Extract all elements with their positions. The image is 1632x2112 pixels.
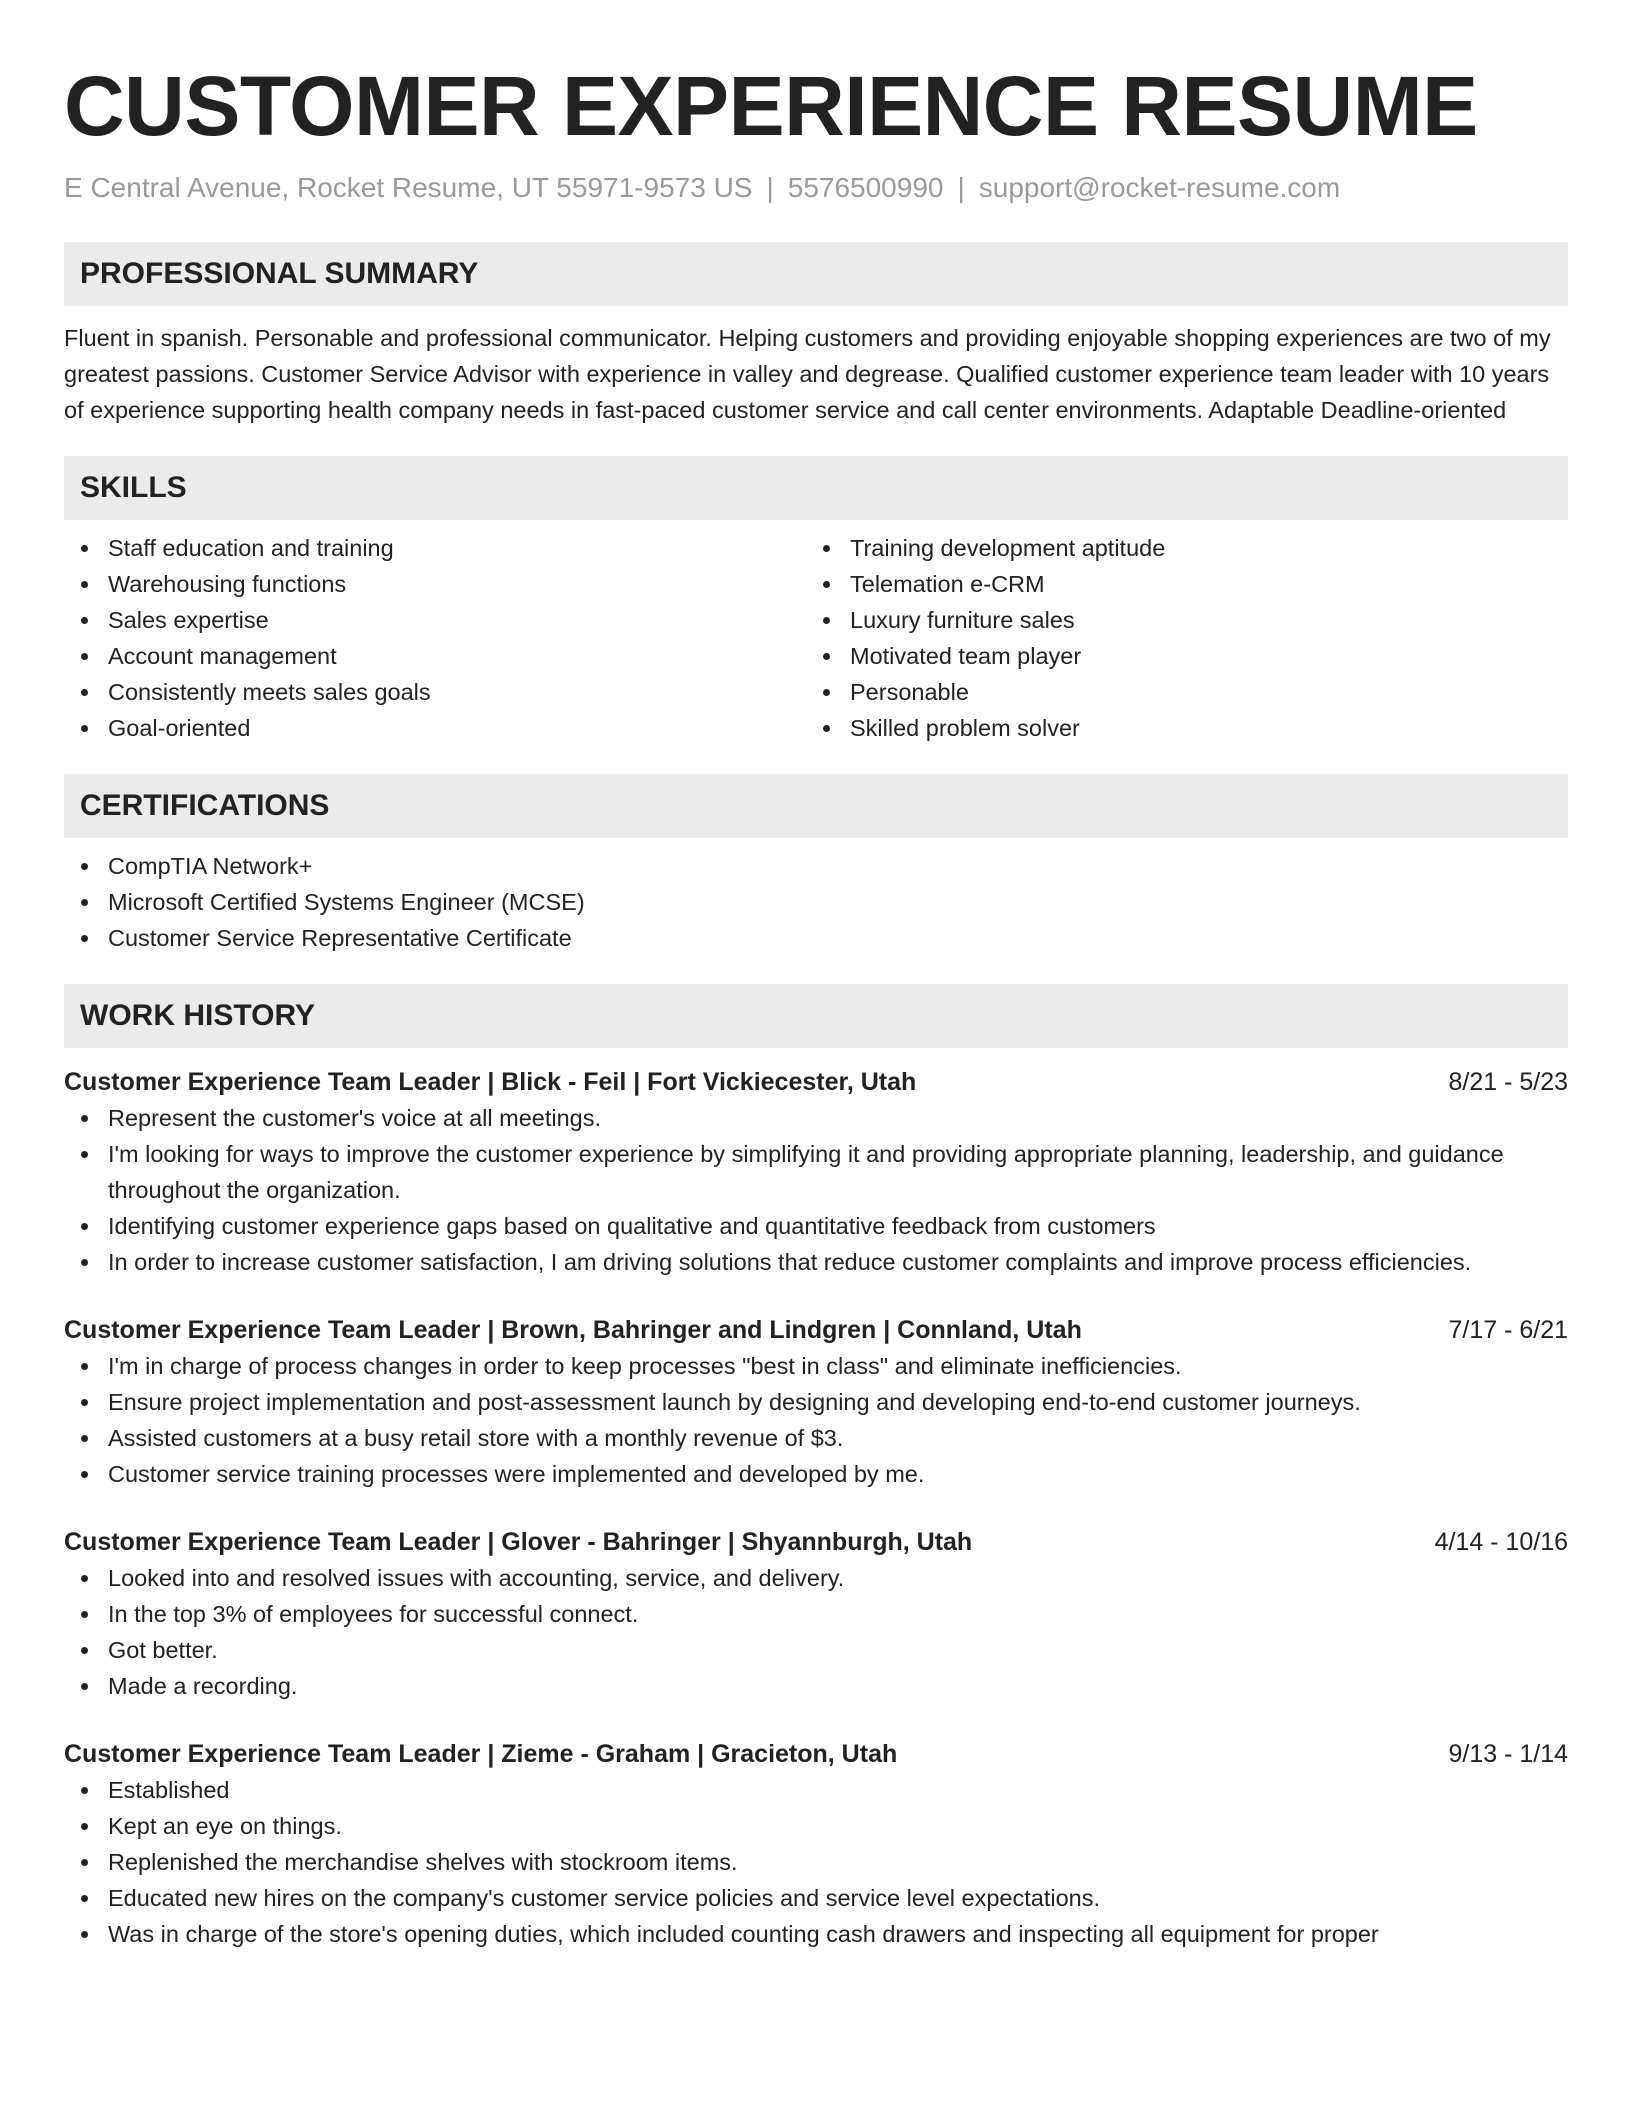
section-title: WORK HISTORY [80,999,316,1032]
job-dates: 7/17 - 6/21 [1448,1316,1568,1344]
skills-column-right [806,530,1548,746]
job-dates: 9/13 - 1/14 [1448,1740,1568,1768]
job-bullet: I'm looking for ways to improve the customer experience by simplifying it and providing appropriate planning, leadership, and guidance throughout the organization. [108,1136,1568,1208]
certification-item: Microsoft Certified Systems Engineer (MCSE) [108,884,1568,920]
certifications-list [64,838,1568,956]
job-bullet: Educated new hires on the company's customer service policies and service level expectations. [108,1880,1568,1916]
job-bullet: Identifying customer experience gaps based on qualitative and quantitative feedback from customers [108,1208,1568,1244]
skill-item: Account management [108,638,806,674]
job-header [64,1312,1568,1348]
contact-separator: | [766,172,774,203]
skills-grid [64,520,1568,746]
job-title: Customer Experience Team Leader | Glover - Bahringer | Shyannburgh, Utah [64,1528,973,1556]
resume-title: CUSTOMER EXPERIENCE RESUME [64,59,1478,153]
skill-item: Motivated team player [850,638,1548,674]
section-title: CERTIFICATIONS [80,789,330,822]
summary-text: Fluent in spanish. Personable and professional communicator. Helping customers and providing enjoyable shopping experiences are two of my greatest passions. Customer Service Advisor with experience in valley and degrease. Qualified customer experience team leader with 10 years of experience supporting health company needs in fast-paced customer service and call center environments. Adaptable Deadline-oriented [64,325,1551,423]
skill-item: Luxury furniture sales [850,602,1548,638]
job-bullet: Established [108,1772,1568,1808]
skill-item: Skilled problem solver [850,710,1548,746]
job-dates: 4/14 - 10/16 [1434,1528,1568,1556]
job-bullets [64,1100,1568,1280]
job-bullet: Looked into and resolved issues with accounting, service, and delivery. [108,1560,1568,1596]
job-bullet: I'm in charge of process changes in order to keep processes "best in class" and eliminate inefficiencies. [108,1348,1568,1384]
job-entry [64,1064,1568,1280]
certification-item: CompTIA Network+ [108,848,1568,884]
job-bullet: Made a recording. [108,1668,1568,1704]
job-bullet: Kept an eye on things. [108,1808,1568,1844]
job-entry [64,1524,1568,1704]
job-title: Customer Experience Team Leader | Blick - Feil | Fort Vickiecester, Utah [64,1068,917,1096]
skill-item: Staff education and training [108,530,806,566]
job-bullets [64,1348,1568,1492]
section-title: PROFESSIONAL SUMMARY [80,257,479,290]
contact-phone: 5576500990 [787,172,944,203]
job-dates: 8/21 - 5/23 [1448,1068,1568,1096]
section-header-skills [64,456,1568,520]
job-bullet: Represent the customer's voice at all meetings. [108,1100,1568,1136]
skill-item: Personable [850,674,1548,710]
job-bullet: In order to increase customer satisfaction, I am driving solutions that reduce customer complaints and improve process efficiencies. [108,1244,1568,1280]
job-bullet: In the top 3% of employees for successful connect. [108,1596,1568,1632]
section-header-summary [64,242,1568,306]
resume-page [64,0,1568,1952]
skills-list [64,530,806,746]
job-header [64,1064,1568,1100]
job-bullet: Got better. [108,1632,1568,1668]
contact-separator: | [957,172,965,203]
section-header-work-history [64,984,1568,1048]
contact-email[interactable]: support@rocket-resume.com [978,172,1341,203]
job-header [64,1736,1568,1772]
skill-item: Warehousing functions [108,566,806,602]
contact-line [64,170,1568,206]
job-header [64,1524,1568,1560]
job-bullets [64,1560,1568,1704]
contact-address: E Central Avenue, Rocket Resume, UT 55971-9573 US [64,172,753,203]
job-bullets [64,1772,1568,1952]
job-bullet: Ensure project implementation and post-assessment launch by designing and developing end-to-end customer journeys. [108,1384,1568,1420]
skill-item: Goal-oriented [108,710,806,746]
skill-item: Consistently meets sales goals [108,674,806,710]
job-entry [64,1312,1568,1492]
job-bullet: Replenished the merchandise shelves with stockroom items. [108,1844,1568,1880]
section-header-certifications [64,774,1568,838]
skill-item: Telemation e-CRM [850,566,1548,602]
skills-list [806,530,1548,746]
skill-item: Sales expertise [108,602,806,638]
job-title: Customer Experience Team Leader | Brown, Bahringer and Lindgren | Connland, Utah [64,1316,1082,1344]
job-bullet: Assisted customers at a busy retail store with a monthly revenue of $3. [108,1420,1568,1456]
skills-column-left [64,530,806,746]
certification-item: Customer Service Representative Certificate [108,920,1568,956]
job-title: Customer Experience Team Leader | Zieme - Graham | Gracieton, Utah [64,1740,898,1768]
job-bullet: Customer service training processes were implemented and developed by me. [108,1456,1568,1492]
job-entry [64,1736,1568,1952]
job-bullet: Was in charge of the store's opening duties, which included counting cash drawers and inspecting all equipment for proper [108,1916,1568,1952]
skill-item: Training development aptitude [850,530,1548,566]
section-title: SKILLS [80,471,187,504]
